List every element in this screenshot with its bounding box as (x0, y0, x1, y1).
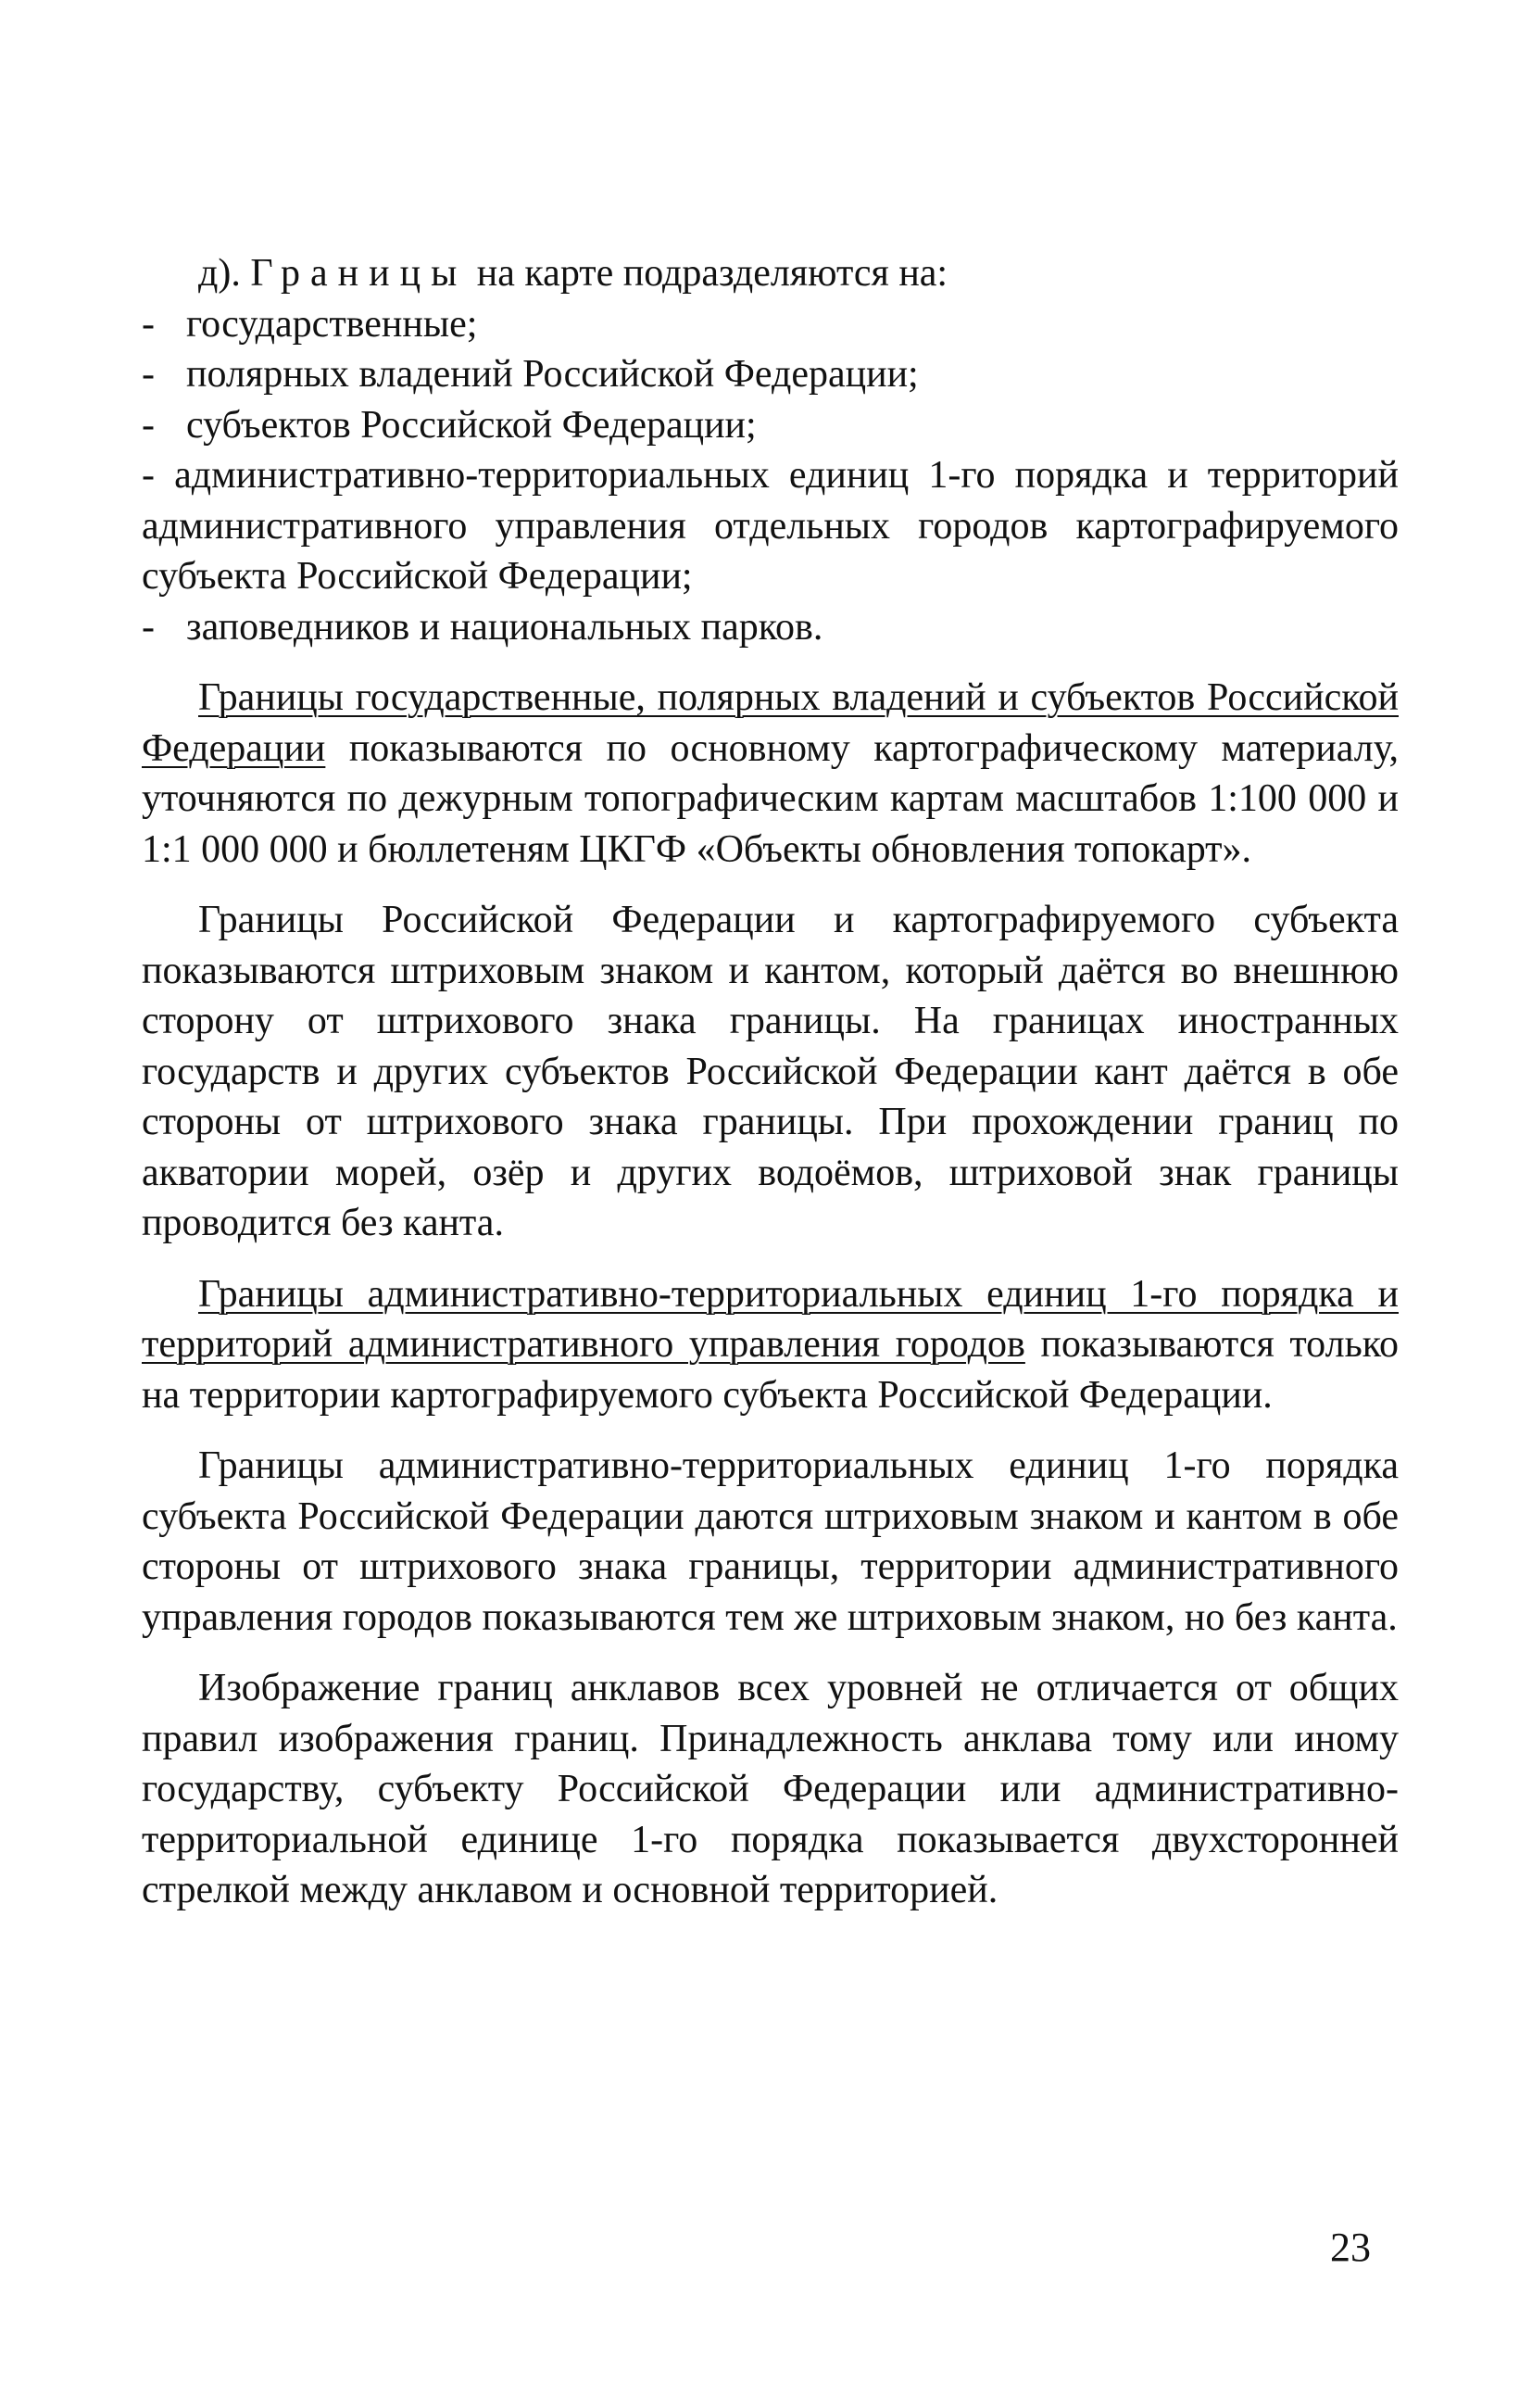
heading-rest: на карте подразделяются на: (476, 252, 948, 295)
paragraph-gap (142, 1643, 1399, 1663)
list-item-text: государственные; (186, 302, 478, 346)
underlined-term: Границы административно-территориальных единиц 1-го порядка и территорий административного управления городов (142, 1272, 1399, 1366)
list-dash: - (142, 302, 155, 346)
paragraph-2: Границы Российской Федерации и картографируемого субъекта показываются штриховым знаком и кантом, который даётся во внешнюю сторону от штрихового знака границы. На границах иностранных государств и других субъектов Российской Федерации кант даётся в обе стороны от штрихового знака границы. При прохождении границ по акватории морей, озёр и других водоёмов, штриховой знак границы проводится без канта. (142, 899, 1399, 1244)
paragraph-gap (142, 1249, 1399, 1269)
page-number: 23 (1330, 2225, 1371, 2270)
list-item (142, 349, 1399, 400)
section-heading (142, 248, 1399, 299)
paragraph-5: Изображение границ анклавов всех уровней не отличается от общих правил изображения границ. Принадлежность анклава тому или иному государству, субъекту Российской Федерации или административно-территориальной единице 1-го порядка показывается двухсторонней стрелкой между анклавом и основной территорией. (142, 1667, 1399, 1911)
paragraph-text: показываются только на территории картографируемого субъекта Российской Федерации. (142, 1323, 1399, 1417)
list-dash: - (142, 605, 155, 649)
paragraph-gap (142, 875, 1399, 895)
paragraph-text: показываются по основному картографическому материалу, уточняются по дежурным топографическим картам масштабов 1:100 000 и 1:1 000 000 и бюллетеням ЦКГФ «Объекты обновления топокарт». (142, 726, 1399, 871)
paragraph-1 (142, 673, 1399, 875)
list-item (142, 299, 1399, 350)
paragraph-4: Границы административно-территориальных единиц 1-го порядка субъекта Российской Федерации даются штриховым знаком и кантом в обе стороны от штрихового знака границы, территории административного управления городов показываются тем же штриховым знаком, но без канта. (142, 1444, 1399, 1639)
underlined-term: Границы государственные, полярных владений и субъектов Российской Федерации (142, 676, 1399, 770)
paragraph-gap (142, 1420, 1399, 1441)
list-dash: - (142, 353, 155, 396)
list-item (142, 400, 1399, 451)
list-dash: - (142, 403, 155, 447)
page-body (142, 248, 1399, 1916)
list-item-text: административно-территориальных единиц 1-го порядка и территорий административного управления отдельных городов картографируемого субъекта Российской Федерации; (142, 454, 1400, 598)
list-item-text: полярных владений Российской Федерации; (186, 353, 919, 396)
heading-spaced-word: Границы (250, 252, 468, 295)
list-item-wrapped (142, 450, 1399, 602)
list-item (142, 602, 1399, 653)
list-item-text: субъектов Российской Федерации; (186, 403, 757, 447)
heading-prefix: д). (198, 252, 241, 295)
paragraph-3 (142, 1269, 1399, 1421)
list-item-text: заповедников и национальных парков. (186, 605, 823, 649)
paragraph-gap (142, 652, 1399, 673)
list-dash: - (142, 454, 155, 497)
